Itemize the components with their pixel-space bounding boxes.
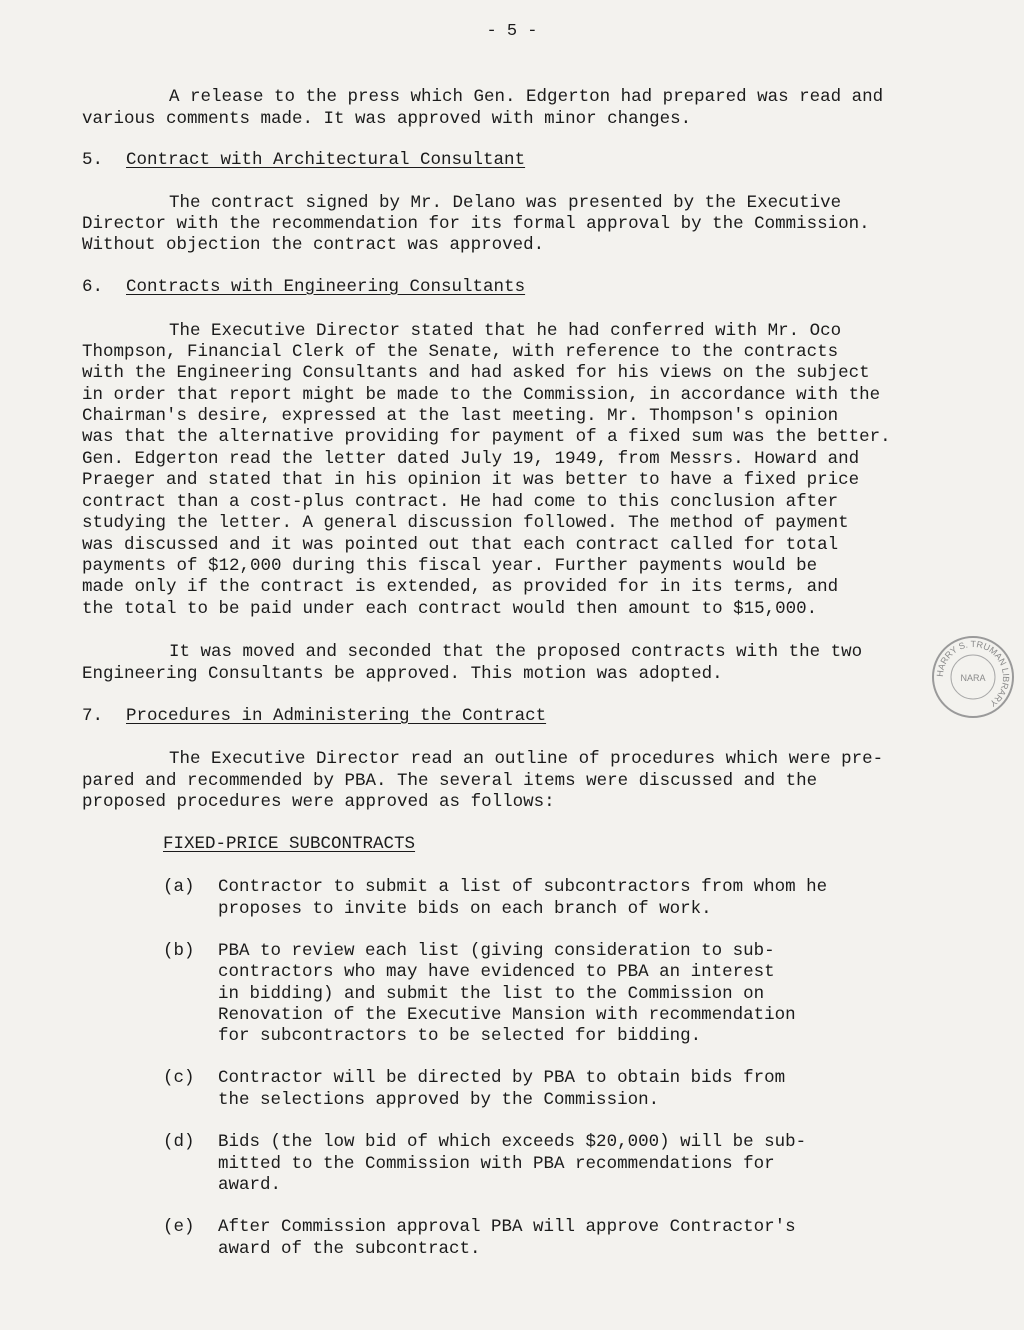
section6-para1-line-1: The Executive Director stated that he had conferred with Mr. Oco xyxy=(169,321,842,341)
section6-para1-line-10: studying the letter. A general discussion followed. The method of payment xyxy=(82,513,849,533)
item-b-letter: (b) xyxy=(163,941,195,961)
item-c-letter: (c) xyxy=(163,1068,195,1088)
section7-intro-line-1: The Executive Director read an outline of procedures which were pre- xyxy=(169,749,884,769)
section6-heading: Contracts with Engineering Consultants xyxy=(126,277,526,297)
section6-para1-line-9: contract than a cost-plus contract. He had come to this conclusion after xyxy=(82,492,839,512)
item-d-letter: (d) xyxy=(163,1132,195,1152)
press-release-line-2: various comments made. It was approved with minor changes. xyxy=(82,109,692,129)
section6-para1-line-11: was discussed and it was pointed out that each contract called for total xyxy=(82,535,839,555)
item-d-line-3: award. xyxy=(218,1175,282,1195)
item-d-line-1: Bids (the low bid of which exceeds $20,000) will be sub- xyxy=(218,1132,807,1152)
item-b-line-4: Renovation of the Executive Mansion with recommendation xyxy=(218,1005,796,1025)
item-c-line-1: Contractor will be directed by PBA to obtain bids from xyxy=(218,1068,786,1088)
archive-stamp-icon xyxy=(928,632,1018,722)
section6-para1-line-8: Praeger and stated that in his opinion it was better to have a fixed price xyxy=(82,470,860,490)
section6-para1-line-14: the total to be paid under each contract would then amount to $15,000. xyxy=(82,599,818,619)
section5-heading: Contract with Architectural Consultant xyxy=(126,150,526,170)
section6-para2-line-2: Engineering Consultants be approved. This motion was adopted. xyxy=(82,664,723,684)
section5-line-3: Without objection the contract was approved. xyxy=(82,235,545,255)
section7-heading: Procedures in Administering the Contract xyxy=(126,706,547,726)
section7-intro-line-3: proposed procedures were approved as follows: xyxy=(82,792,555,812)
section6-para1-line-7: Gen. Edgerton read the letter dated July 19, 1949, from Messrs. Howard and xyxy=(82,449,860,469)
fixed-price-subheading: FIXED-PRICE SUBCONTRACTS xyxy=(163,834,416,854)
section5-line-2: Director with the recommendation for its formal approval by the Commission. xyxy=(82,214,870,234)
item-e-line-1: After Commission approval PBA will approve Contractor's xyxy=(218,1217,796,1237)
press-release-line-1: A release to the press which Gen. Edgerton had prepared was read and xyxy=(169,87,884,107)
page-number: - 5 - xyxy=(486,22,538,41)
section6-para1-line-13: made only if the contract is extended, as provided for in its terms, and xyxy=(82,577,839,597)
stamp-arc-text: HARRY S. TRUMAN LIBRARY xyxy=(934,638,1012,709)
section6-number: 6. xyxy=(82,277,104,297)
section7-number: 7. xyxy=(82,706,104,726)
item-b-line-2: contractors who may have evidenced to PBA an interest xyxy=(218,962,775,982)
item-d-line-2: mitted to the Commission with PBA recommendations for xyxy=(218,1154,775,1174)
section6-para1-line-3: with the Engineering Consultants and had asked for his views on the subject xyxy=(82,363,870,383)
section5-number: 5. xyxy=(82,150,104,170)
section6-para1-line-12: payments of $12,000 during this fiscal year. Further payments would be xyxy=(82,556,818,576)
stamp-center-text: NARA xyxy=(960,673,986,683)
item-b-line-1: PBA to review each list (giving consideration to sub- xyxy=(218,941,775,961)
section6-para2-line-1: It was moved and seconded that the proposed contracts with the two xyxy=(169,642,863,662)
item-a-line-1: Contractor to submit a list of subcontractors from whom he xyxy=(218,877,828,897)
section6-para1-line-4: in order that report might be made to the Commission, in accordance with the xyxy=(82,385,881,405)
item-e-letter: (e) xyxy=(163,1217,195,1237)
item-a-letter: (a) xyxy=(163,877,195,897)
section6-para1-line-6: was that the alternative providing for payment of a fixed sum was the better. xyxy=(82,427,891,447)
item-c-line-2: the selections approved by the Commission. xyxy=(218,1090,660,1110)
item-b-line-3: in bidding) and submit the list to the Commission on xyxy=(218,984,765,1004)
section5-line-1: The contract signed by Mr. Delano was presented by the Executive xyxy=(169,193,842,213)
section6-para1-line-2: Thompson, Financial Clerk of the Senate, with reference to the contracts xyxy=(82,342,839,362)
item-a-line-2: proposes to invite bids on each branch of work. xyxy=(218,899,712,919)
section7-intro-line-2: pared and recommended by PBA. The several items were discussed and the xyxy=(82,771,818,791)
item-b-line-5: for subcontractors to be selected for bidding. xyxy=(218,1026,702,1046)
item-e-line-2: award of the subcontract. xyxy=(218,1239,481,1259)
section6-para1-line-5: Chairman's desire, expressed at the last meeting. Mr. Thompson's opinion xyxy=(82,406,839,426)
